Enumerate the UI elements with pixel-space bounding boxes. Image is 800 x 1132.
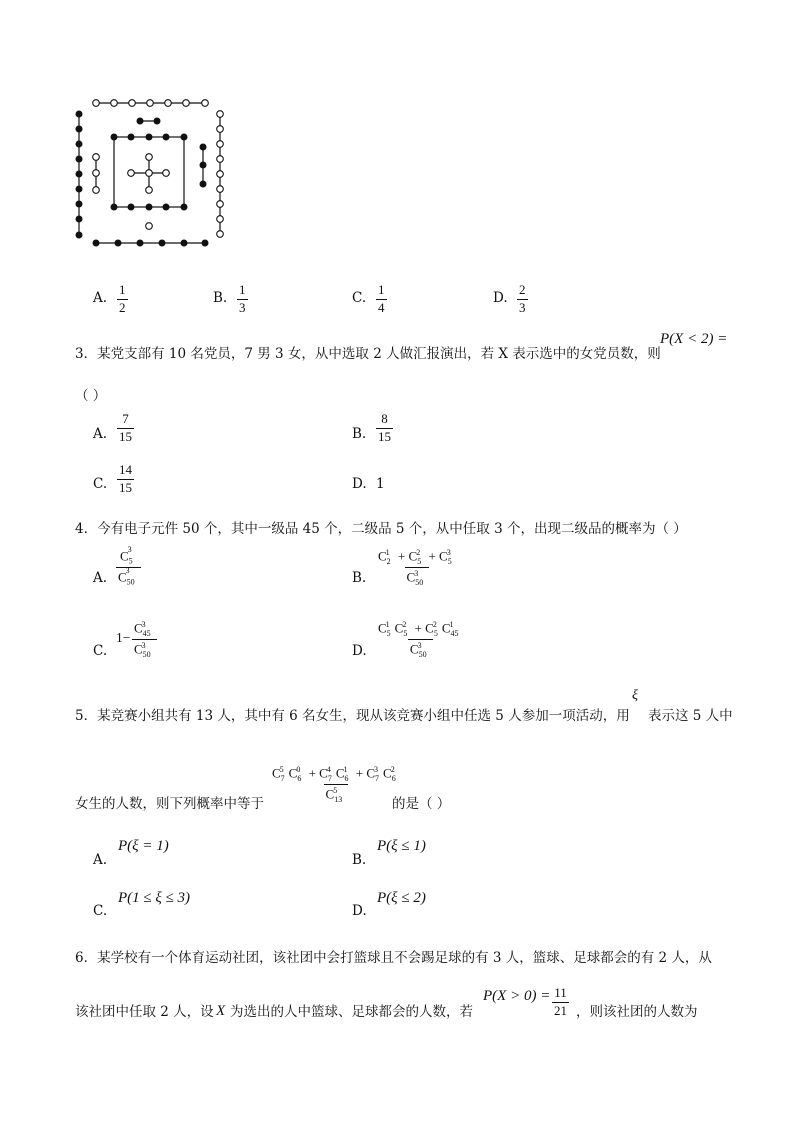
q4-option-c-label: C.	[93, 643, 108, 659]
q6-line1: 6．某学校有一个体育运动社团，该社团中会打篮球且不会踢足球的有 3 人，篮球、足球都会的有 2 人，从	[75, 950, 712, 966]
q5-option-d-expr: P(ξ ≤ 2)	[377, 890, 426, 906]
q6-formula: P(X > 0) =	[483, 988, 551, 1004]
luoshu-dot-figure	[70, 92, 240, 252]
q5-option-d-label: D.	[352, 903, 367, 919]
q6-line2-mid: 为选出的人中篮球、足球都会的人数，若	[230, 1004, 473, 1020]
q3-option-c-fraction: $\frac{14}{15}$	[119, 462, 132, 495]
q3-option-c-label: C.	[93, 476, 108, 492]
q5-probability-fraction: $\frac{C_7^5 C_6^0 + C_7^4 C_6^1 + C_7^3 C_6^2}{C_{13}^5}$	[272, 765, 396, 805]
q5-option-b-label: B.	[352, 852, 367, 868]
q3-option-a-fraction: $\frac{7}{15}$	[119, 411, 132, 444]
q5-option-a-label: A.	[93, 852, 108, 868]
q6-fraction: $\frac{11}{21}$	[554, 985, 567, 1018]
q3-stem: 3．某党支部有 10 名党员，7 男 3 女，从中选取 2 人做汇报演出，若 X 表示选中的女党员数，则	[75, 346, 661, 362]
q4-stem: 4．今有电子元件 50 个，其中一级品 45 个，二级品 5 个，从中任取 3 个，出现二级品的概率为（ ）	[75, 521, 687, 537]
q4-option-a-fraction: $\frac{C_5^3}{C_{50}^3}$	[116, 548, 141, 586]
q4-option-d-label: D.	[352, 643, 367, 659]
q5-option-a-expr: P(ξ = 1)	[118, 838, 169, 854]
q2-option-d-label: D.	[493, 290, 508, 306]
q2-option-a-label: A.	[93, 290, 108, 306]
q4-option-d-fraction: $\frac{C_5^1 C_5^2 + C_5^2 C_{45}^1}{C_{50}^3}$	[378, 620, 459, 660]
q2-option-b-label: B.	[213, 290, 228, 306]
q5-option-c-label: C.	[93, 903, 108, 919]
q2-option-c-fraction: $\frac{1}{4}$	[378, 282, 385, 315]
q4-option-b-fraction: $\frac{C_2^1 + C_5^2 + C_5^3}{C_{50}^3}$	[378, 548, 452, 588]
q4-option-a-label: A.	[93, 570, 108, 586]
q3-option-b-fraction: $\frac{8}{15}$	[378, 411, 391, 444]
q5-line2-pre: 女生的人数，则下列概率中等于	[75, 796, 264, 812]
q2-option-c-label: C.	[352, 290, 367, 306]
q5-option-c-expr: P(1 ≤ ξ ≤ 3)	[118, 890, 191, 906]
q2-option-a-fraction: $\frac{1}{2}$	[119, 282, 126, 315]
q5-option-b-expr: P(ξ ≤ 1)	[377, 838, 426, 854]
q4-option-b-label: B.	[352, 570, 367, 586]
q3-answer-paren: （ ）	[75, 388, 107, 404]
q6-x: X	[216, 1003, 226, 1019]
q5-stem: 5．某竞赛小组共有 13 人，其中有 6 名女生，现从该竞赛小组中任选 5 人参加一项活动，用	[75, 708, 630, 724]
q3-option-d-label: D.	[352, 476, 367, 492]
q2-option-b-fraction: $\frac{1}{3}$	[239, 282, 246, 315]
q5-line2-post: 的是（ ）	[392, 796, 451, 812]
q6-line2-post: ，则该社团的人数为	[576, 1004, 698, 1020]
q4-option-c-fraction: $\frac{C_{45}^3}{C_{50}^3}$	[132, 620, 157, 659]
q3-option-d-value: 1	[376, 476, 385, 492]
q5-stem-tail: 表示这 5 人中	[648, 708, 733, 724]
q3-option-a-label: A.	[93, 426, 108, 442]
q5-xi: ξ	[632, 688, 638, 703]
q6-line2-pre: 该社团中任取 2 人，设	[75, 1004, 214, 1020]
q4-option-c-one: 1−	[116, 630, 131, 645]
q3-formula: P(X < 2) =	[660, 331, 728, 347]
q2-option-d-fraction: $\frac{2}{3}$	[519, 282, 526, 315]
q3-option-b-label: B.	[352, 426, 367, 442]
